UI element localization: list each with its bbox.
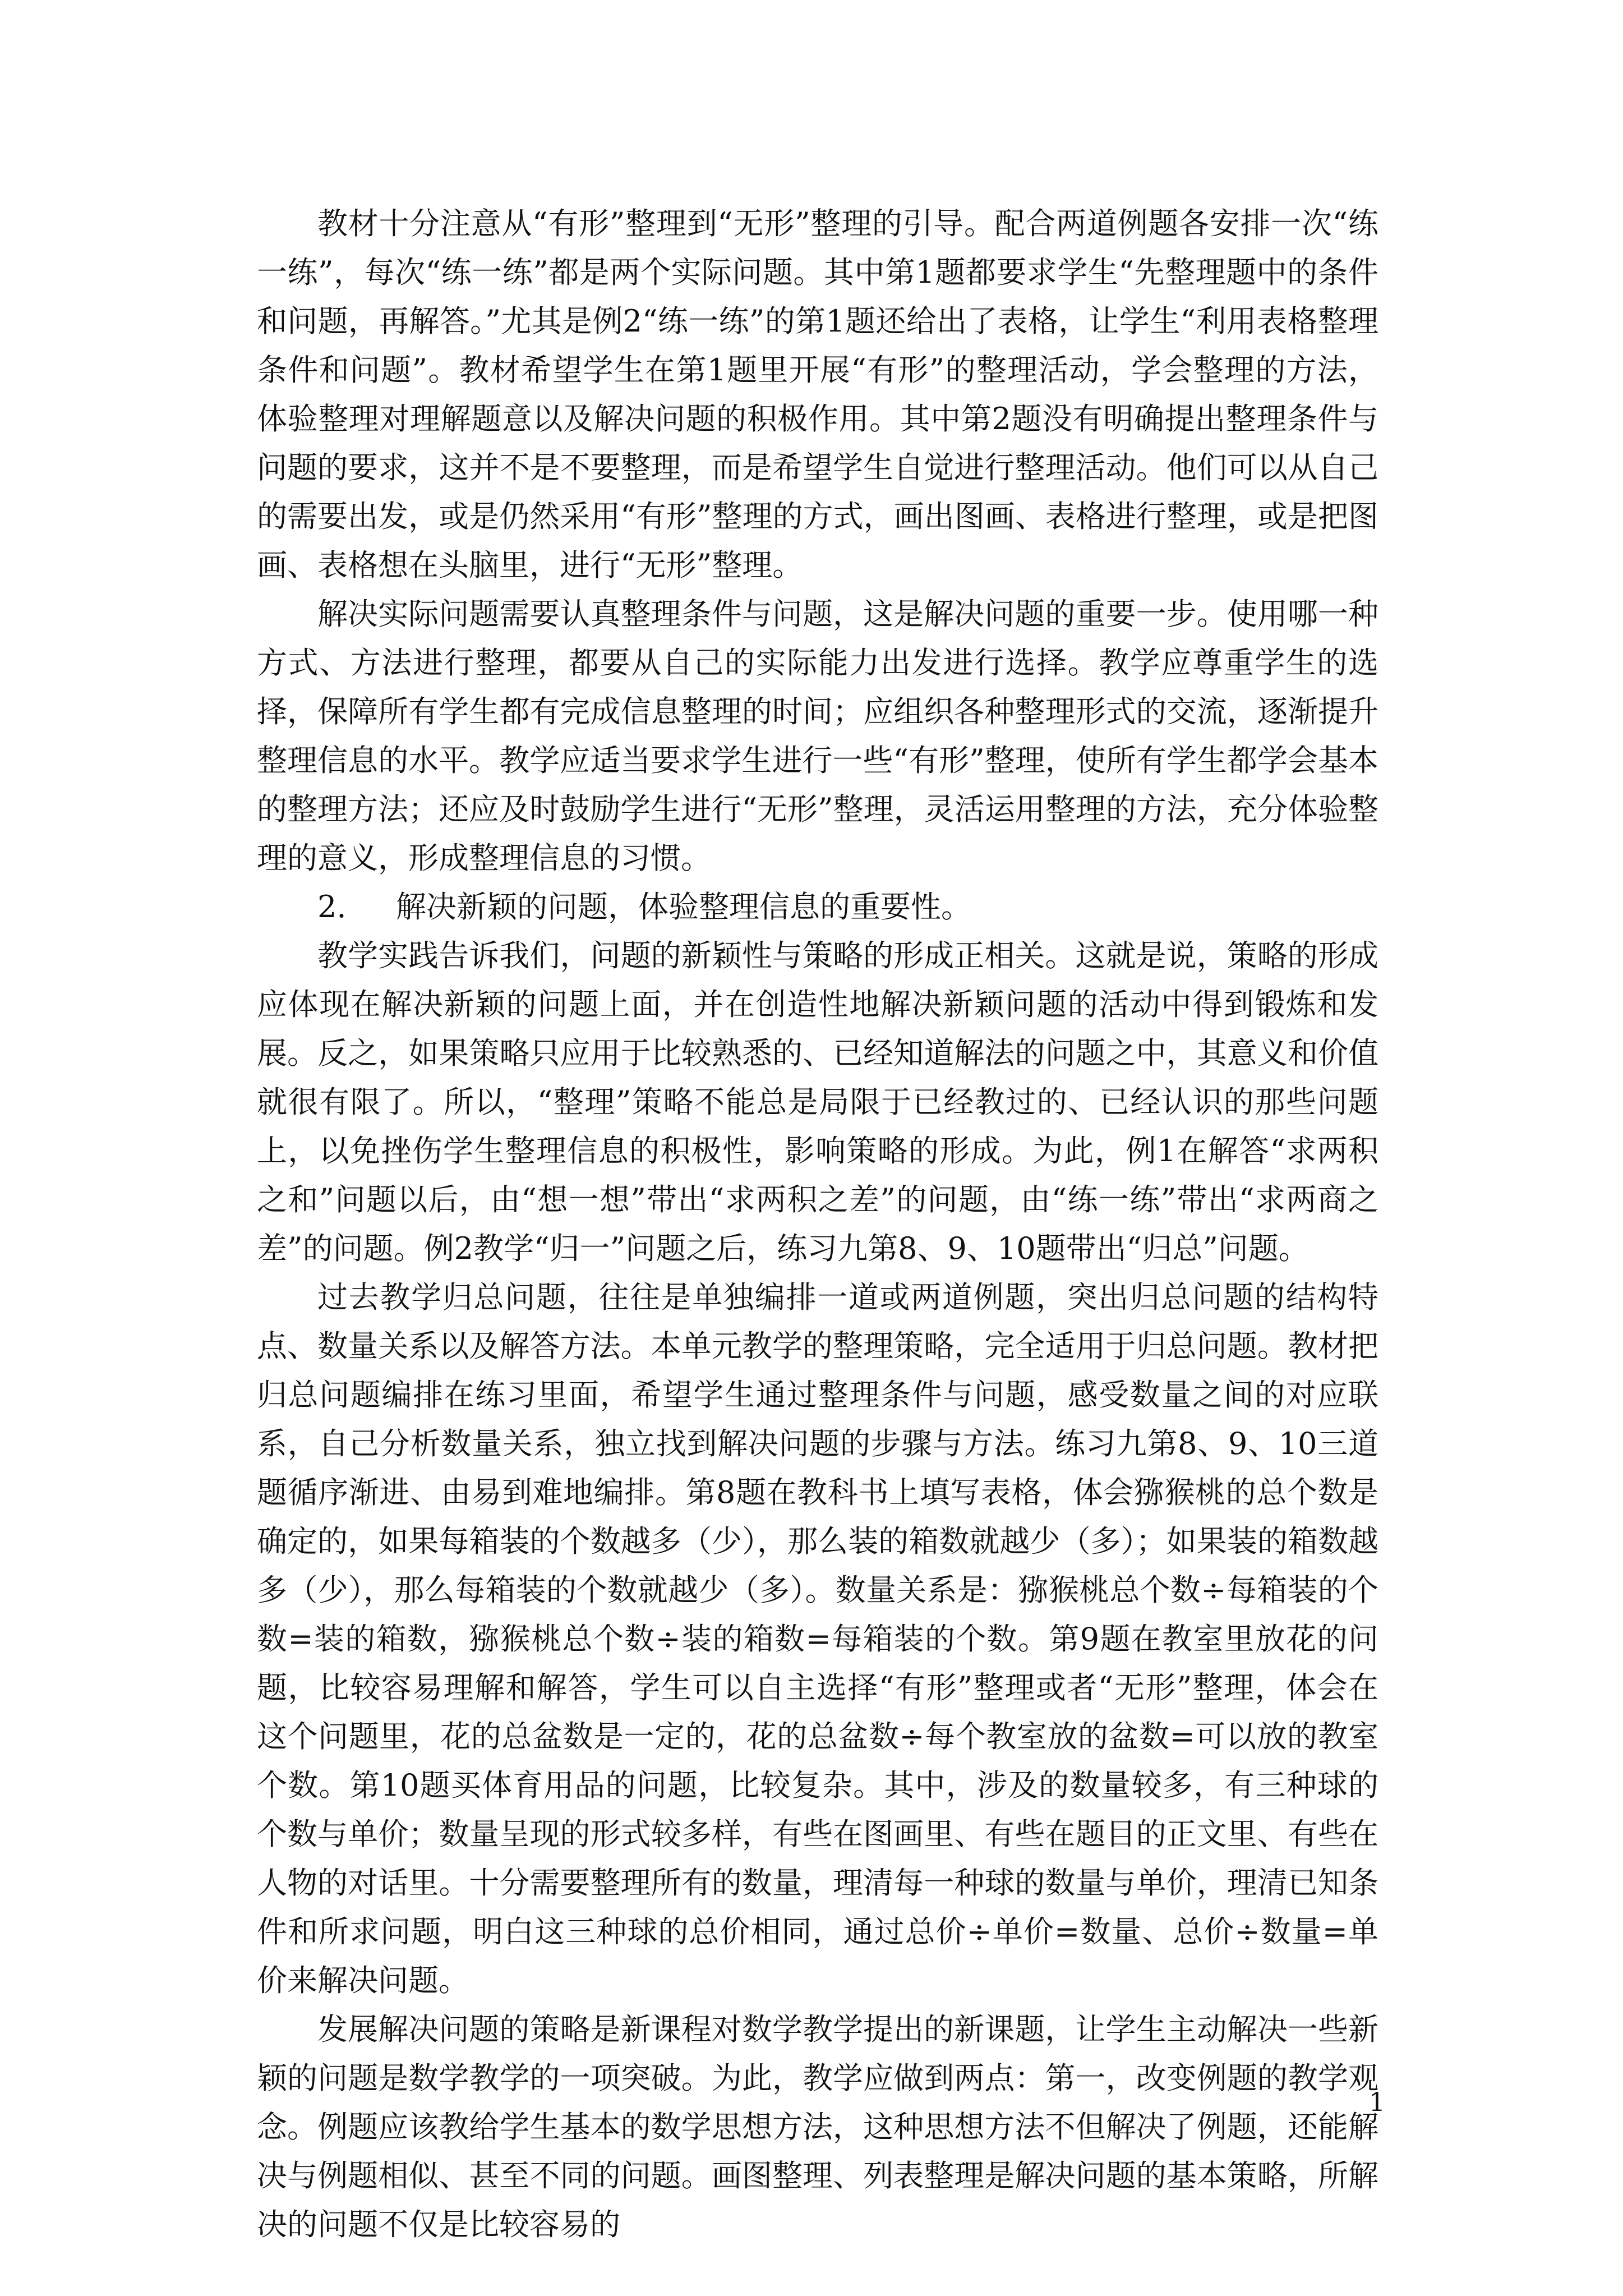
- section-heading-number: 2.: [317, 889, 347, 924]
- paragraph-4: 过去教学归总问题，往往是单独编排一道或两道例题，突出归总问题的结构特点、数量关系以及解答方法。本单元教学的整理策略，完全适用于归总问题。教材把归总问题编排在练习里面，希望学生通过整理条件与问题，感受数量之间的对应联系，自己分析数量关系，独立找到解决问题的步骤与方法。练习九第8、9、10三道题循序渐进、由易到难地编排。第8题在教科书上填写表格，体会猕猴桃的总个数是确定的，如果每箱装的个数越多（少），那么装的箱数就越少（多）；如果装的箱数越多（少），那么每箱装的个数就越少（多）。数量关系是：猕猴桃总个数÷每箱装的个数=装的箱数，猕猴桃总个数÷装的箱数=每箱装的个数。第9题在教室里放花的问题，比较容易理解和解答，学生可以自主选择“有形”整理或者“无形”整理，体会在这个问题里，花的总盆数是一定的，花的总盆数÷每个教室放的盆数=可以放的教室个数。第10题买体育用品的问题，比较复杂。其中，涉及的数量较多，有三种球的个数与单价；数量呈现的形式较多样，有些在图画里、有些在题目的正文里、有些在人物的对话里。十分需要整理所有的数量，理清每一种球的数量与单价，理清已知条件和所求问题，明白这三种球的总价相同，通过总价÷单价=数量、总价÷数量=单价来解决问题。: [257, 1280, 1378, 1998]
- section-heading: [257, 882, 1378, 931]
- paragraph-2: 解决实际问题需要认真整理条件与问题，这是解决问题的重要一步。使用哪一种方式、方法进行整理，都要从自己的实际能力出发进行选择。教学应尊重学生的选择，保障所有学生都有完成信息整理的时间；应组织各种整理形式的交流，逐渐提升整理信息的水平。教学应适当要求学生进行一些“有形”整理，使所有学生都学会基本的整理方法；还应及时鼓励学生进行“无形”整理，灵活运用整理的方法，充分体验整理的意义，形成整理信息的习惯。: [257, 596, 1378, 876]
- section-heading-text: 解决新颖的问题，体验整理信息的重要性。: [396, 889, 971, 924]
- body-text: [257, 199, 1378, 2249]
- paragraph-3: 教学实践告诉我们，问题的新颖性与策略的形成正相关。这就是说，策略的形成应体现在解决新颖的问题上面，并在创造性地解决新颖问题的活动中得到锻炼和发展。反之，如果策略只应用于比较熟悉的、已经知道解法的问题之中，其意义和价值就很有限了。所以，“整理”策略不能总是局限于已经教过的、已经认识的那些问题上，以免挫伤学生整理信息的积极性，影响策略的形成。为此，例1在解答“求两积之和”问题以后，由“想一想”带出“求两积之差”的问题，由“练一练”带出“求两商之差”的问题。例2教学“归一”问题之后，练习九第8、9、10题带出“归总”问题。: [257, 938, 1378, 1266]
- paragraph-5: 发展解决问题的策略是新课程对数学教学提出的新课题，让学生主动解决一些新颖的问题是数学教学的一项突破。为此，教学应做到两点：第一，改变例题的教学观念。例题应该教给学生基本的数学思想方法，这种思想方法不但解决了例题，还能解决与例题相似、甚至不同的问题。画图整理、列表整理是解决问题的基本策略，所解决的问题不仅是比较容易的: [257, 2012, 1378, 2242]
- page-number: 1: [1368, 2087, 1385, 2117]
- paragraph-1: 教材十分注意从“有形”整理到“无形”整理的引导。配合两道例题各安排一次“练一练”，每次“练一练”都是两个实际问题。其中第1题都要求学生“先整理题中的条件和问题，再解答。”尤其是例2“练一练”的第1题还给出了表格，让学生“利用表格整理条件和问题”。教材希望学生在第1题里开展“有形”的整理活动，学会整理的方法，体验整理对理解题意以及解决问题的积极作用。其中第2题没有明确提出整理条件与问题的要求，这并不是不要整理，而是希望学生自觉进行整理活动。他们可以从自己的需要出发，或是仍然采用“有形”整理的方式，画出图画、表格进行整理，或是把图画、表格想在头脑里，进行“无形”整理。: [257, 206, 1378, 583]
